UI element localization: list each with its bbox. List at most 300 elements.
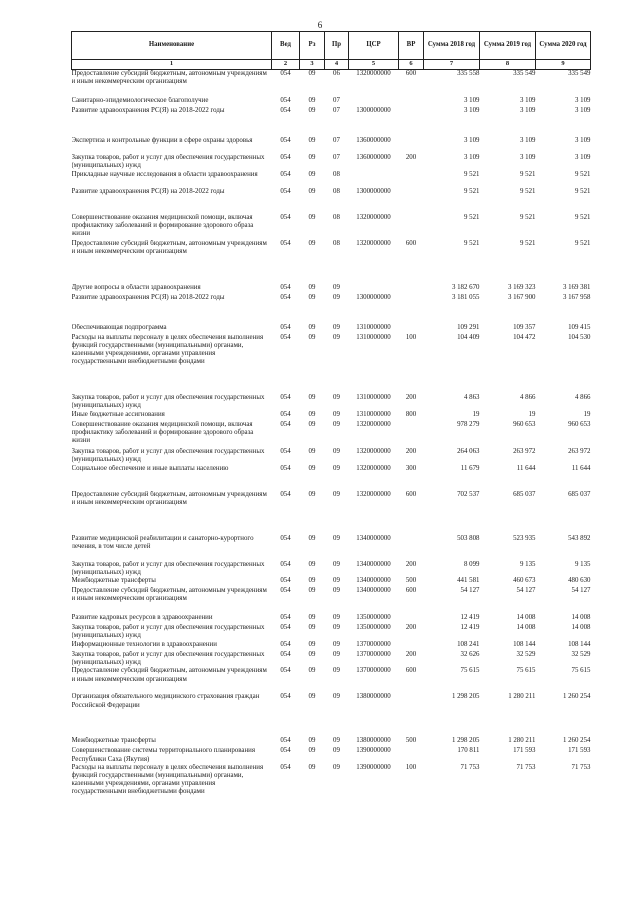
table-row: [72, 577, 591, 587]
column-number: 5: [349, 60, 399, 70]
row-pr: 08: [333, 170, 340, 178]
row-rz: 09: [308, 586, 316, 594]
row-csr: 1320000000: [356, 239, 391, 247]
row-rz: 09: [308, 613, 316, 621]
row-sum-2019: 109 357: [513, 323, 536, 331]
row-vr: [399, 747, 424, 763]
table-row: [72, 107, 591, 137]
row-vr: [399, 693, 424, 737]
row-ved: 054: [280, 293, 291, 301]
row-rz: 09: [308, 70, 316, 77]
row-ved: 054: [280, 650, 291, 658]
row-sum-2019: 9 521: [519, 239, 536, 247]
row-ved: 054: [280, 153, 291, 161]
row-pr: 09: [333, 447, 340, 455]
row-rz: 09: [308, 213, 316, 221]
row-pr: 08: [333, 187, 340, 195]
row-sum-2018: 104 409: [457, 333, 480, 341]
table-row: [72, 747, 591, 763]
table-row: [72, 624, 591, 641]
row-csr: 1360000000: [356, 153, 391, 161]
row-rz: 09: [308, 153, 316, 161]
row-name: Закупка товаров, работ и услуг для обеспечения государственных (муниципальных) нужд: [71, 623, 265, 640]
row-sum-2020: 3 109: [574, 153, 591, 161]
row-vr: 200: [405, 153, 417, 161]
row-csr: 1370000000: [356, 667, 391, 675]
row-pr: 07: [333, 153, 340, 161]
header-csr: ЦСР: [349, 32, 399, 60]
row-ved: 054: [280, 464, 291, 472]
row-sum-2018: 71 753: [460, 763, 480, 771]
row-sum-2020: 9 521: [574, 170, 591, 178]
row-ved: 054: [280, 239, 291, 247]
header-ved: Вед: [272, 32, 300, 60]
row-name: Социальное обеспечение и иные выплаты населению: [71, 464, 229, 472]
row-name: Межбюджетные трансферты: [71, 737, 156, 745]
row-sum-2020: 11 644: [571, 464, 591, 472]
row-ved: 054: [280, 640, 291, 648]
row-csr: 1350000000: [356, 613, 391, 621]
row-rz: 09: [308, 534, 316, 542]
row-ved: 054: [280, 586, 291, 594]
row-sum-2019: 32 529: [516, 650, 536, 658]
row-rz: 09: [308, 640, 316, 648]
row-sum-2018: 9 521: [463, 239, 480, 247]
table-row: [72, 294, 591, 324]
row-rz: 09: [308, 170, 316, 178]
row-csr: [349, 97, 399, 107]
row-rz: 09: [308, 447, 316, 455]
column-number: 3: [300, 60, 325, 70]
row-vr: 500: [405, 737, 417, 745]
row-sum-2020: 3 109: [574, 96, 591, 104]
column-number: 4: [325, 60, 349, 70]
row-sum-2018: 12 419: [460, 623, 480, 631]
row-sum-2019: 523 935: [513, 534, 536, 542]
row-sum-2019: 1 280 211: [508, 737, 536, 745]
row-csr: 1370000000: [356, 650, 391, 658]
budget-table: [71, 31, 591, 814]
row-name: Прикладные научные исследования в области здравоохранения: [71, 170, 258, 178]
row-sum-2020: 263 972: [568, 447, 591, 455]
row-pr: 09: [333, 283, 340, 291]
row-pr: 06: [333, 70, 340, 77]
table-row: [72, 535, 591, 561]
row-sum-2018: 19: [472, 410, 480, 418]
row-sum-2019: 263 972: [513, 447, 536, 455]
row-pr: 07: [333, 136, 340, 144]
row-ved: 054: [280, 136, 291, 144]
row-rz: 09: [308, 693, 316, 701]
table-row: [72, 641, 591, 651]
row-pr: 09: [333, 333, 340, 341]
column-number-row: [72, 60, 591, 70]
row-vr: [399, 171, 424, 188]
row-vr: [399, 294, 424, 324]
row-ved: 054: [280, 747, 291, 755]
row-sum-2018: 335 558: [457, 70, 480, 77]
row-rz: 09: [308, 187, 316, 195]
table-row: [72, 97, 591, 107]
row-csr: 1340000000: [356, 586, 391, 594]
row-rz: 09: [308, 747, 316, 755]
table-row: [72, 214, 591, 240]
row-sum-2020: 1 260 254: [562, 693, 591, 701]
row-csr: 1360000000: [356, 136, 391, 144]
row-name: Информационные технологии в здравоохранении: [71, 640, 217, 648]
row-ved: 054: [280, 490, 291, 498]
row-pr: 09: [333, 393, 340, 401]
row-csr: 1370000000: [356, 640, 391, 648]
row-rz: 09: [308, 490, 316, 498]
row-sum-2020: 4 866: [574, 393, 591, 401]
row-sum-2019: 3 169 323: [507, 283, 536, 291]
row-name: Закупка товаров, работ и услуг для обеспечения государственных (муниципальных) нужд: [71, 650, 265, 667]
row-sum-2020: 960 653: [568, 420, 591, 428]
row-csr: 1390000000: [356, 747, 391, 755]
table-row: [72, 737, 591, 747]
row-sum-2018: 503 808: [457, 534, 480, 542]
row-csr: 1310000000: [356, 333, 391, 341]
row-vr: 200: [405, 560, 417, 568]
row-vr: [399, 188, 424, 214]
row-csr: 1390000000: [356, 763, 391, 771]
table-row: [72, 651, 591, 667]
row-ved: 054: [280, 534, 291, 542]
header-rz: Рз: [300, 32, 325, 60]
row-sum-2020: 54 127: [571, 586, 591, 594]
row-rz: 09: [308, 96, 316, 104]
row-ved: 054: [280, 447, 291, 455]
row-name: Предоставление субсидий бюджетным, автономным учреждениям и иным некоммерческим организациям: [71, 490, 267, 506]
row-sum-2019: 3 109: [519, 153, 536, 161]
column-number: 6: [399, 60, 424, 70]
row-sum-2020: 9 135: [574, 560, 591, 568]
row-rz: 09: [308, 283, 316, 291]
row-sum-2020: 171 593: [568, 747, 591, 755]
row-rz: 09: [308, 650, 316, 658]
row-rz: 09: [308, 410, 316, 418]
row-sum-2019: 19: [528, 410, 536, 418]
row-rz: 09: [308, 667, 316, 675]
page-number: 6: [317, 20, 323, 30]
row-pr: 09: [333, 586, 340, 594]
table-row: [72, 491, 591, 535]
header-name: Наименование: [72, 32, 272, 60]
row-sum-2020: 19: [583, 410, 591, 418]
column-number: 1: [72, 60, 272, 70]
row-sum-2019: 14 008: [516, 623, 536, 631]
row-ved: 054: [280, 170, 291, 178]
row-ved: 054: [280, 393, 291, 401]
row-sum-2020: 9 521: [574, 213, 591, 221]
row-name: Развитие здравоохранения РС(Я) на 2018-2022 годы: [71, 187, 225, 195]
column-number: 8: [480, 60, 536, 70]
table-row: [72, 587, 591, 614]
row-name: Закупка товаров, работ и услуг для обеспечения государственных (муниципальных) нужд: [71, 560, 265, 576]
row-pr: 09: [333, 293, 340, 301]
table-row: [72, 764, 591, 814]
row-sum-2019: 960 653: [513, 420, 536, 428]
row-sum-2020: 14 008: [571, 613, 591, 621]
row-rz: 09: [308, 464, 316, 472]
row-sum-2018: 3 109: [463, 136, 480, 144]
row-sum-2019: 71 753: [516, 763, 536, 771]
row-name: Обеспечивающая подпрограмма: [71, 323, 167, 331]
row-ved: 054: [280, 333, 291, 341]
row-sum-2019: 3 109: [519, 96, 536, 104]
row-name: Закупка товаров, работ и услуг для обеспечения государственных (муниципальных) нужд: [71, 153, 265, 169]
row-sum-2020: 3 167 958: [562, 293, 591, 301]
row-sum-2018: 54 127: [460, 586, 480, 594]
row-sum-2018: 4 863: [463, 393, 480, 401]
row-sum-2020: 109 415: [568, 323, 591, 331]
row-name: Развитие кадровых ресурсов в здравоохранении: [71, 613, 213, 621]
row-vr: 200: [405, 623, 417, 631]
header-sum-2019: Сумма 2019 год: [480, 32, 536, 60]
row-sum-2018: 8 099: [463, 560, 480, 568]
row-name: Закупка товаров, работ и услуг для обеспечения государственных (муниципальных) нужд: [71, 393, 265, 409]
row-sum-2020: 32 529: [571, 650, 591, 658]
row-vr: 200: [405, 393, 417, 401]
row-vr: 600: [405, 70, 417, 77]
row-sum-2019: 3 109: [519, 136, 536, 144]
row-rz: 09: [308, 737, 316, 745]
row-sum-2018: 9 521: [463, 170, 480, 178]
row-ved: 054: [280, 737, 291, 745]
row-pr: 09: [333, 650, 340, 658]
row-sum-2018: 170 811: [457, 747, 480, 755]
row-pr: 09: [333, 490, 340, 498]
row-ved: 054: [280, 560, 291, 568]
row-vr: [399, 421, 424, 448]
row-name: Предоставление субсидий бюджетным, автономным учреждениям и иным некоммерческим организациям: [71, 586, 267, 603]
row-pr: 09: [333, 763, 340, 771]
row-rz: 09: [308, 333, 316, 341]
row-sum-2018: 9 521: [463, 187, 480, 195]
row-rz: 09: [308, 560, 316, 568]
row-vr: [399, 107, 424, 137]
row-sum-2019: 3 109: [519, 106, 536, 114]
row-vr: 100: [405, 763, 417, 771]
row-sum-2018: 441 581: [457, 576, 480, 584]
row-name: Развитие здравоохранения РС(Я) на 2018-2022 годы: [71, 106, 225, 114]
row-sum-2019: 108 144: [513, 640, 536, 648]
row-vr: 500: [405, 576, 417, 584]
row-pr: 09: [333, 667, 340, 675]
row-sum-2018: 3 109: [463, 96, 480, 104]
header-sum-2018: Сумма 2018 год: [424, 32, 480, 60]
row-vr: [399, 284, 424, 294]
row-vr: 600: [405, 490, 417, 498]
row-sum-2020: 108 144: [568, 640, 591, 648]
row-rz: 09: [308, 293, 316, 301]
table-row: [72, 284, 591, 294]
row-rz: 09: [308, 393, 316, 401]
row-vr: 200: [405, 650, 417, 658]
row-sum-2020: 335 549: [568, 70, 591, 77]
row-csr: 1350000000: [356, 623, 391, 631]
row-name: Экспертиза и контрольные функции в сфере охраны здоровья: [71, 136, 253, 144]
row-sum-2019: 14 008: [516, 613, 536, 621]
column-number: 9: [536, 60, 591, 70]
table-row: [72, 137, 591, 154]
row-pr: 09: [333, 737, 340, 745]
row-sum-2020: 9 521: [574, 187, 591, 195]
row-name: Совершенствование системы территориального планирования Республики Саха (Якутия): [71, 747, 256, 763]
row-vr: [399, 137, 424, 154]
row-ved: 054: [280, 283, 291, 291]
row-sum-2019: 9 521: [519, 213, 536, 221]
row-sum-2020: 75 615: [571, 667, 591, 675]
row-csr: 1320000000: [356, 490, 391, 498]
row-csr: [349, 171, 399, 188]
row-ved: 054: [280, 623, 291, 631]
row-sum-2018: 3 181 055: [451, 293, 480, 301]
row-vr: [399, 535, 424, 561]
row-vr: 800: [405, 410, 417, 418]
row-sum-2020: 3 109: [574, 106, 591, 114]
row-rz: 09: [308, 576, 316, 584]
header-pr: Пр: [325, 32, 349, 60]
row-rz: 09: [308, 136, 316, 144]
row-name: Предоставление субсидий бюджетным, автономным учреждениям и иным некоммерческим организациям: [71, 70, 267, 86]
row-sum-2018: 3 182 670: [451, 283, 480, 291]
row-ved: 054: [280, 420, 291, 428]
row-pr: 09: [333, 693, 340, 701]
row-csr: 1320000000: [356, 464, 391, 472]
row-rz: 09: [308, 623, 316, 631]
row-sum-2019: 3 167 900: [507, 293, 536, 301]
row-csr: 1300000000: [356, 293, 391, 301]
row-ved: 054: [280, 96, 291, 104]
row-sum-2019: 9 135: [519, 560, 536, 568]
row-sum-2018: 3 109: [463, 106, 480, 114]
table-row: [72, 70, 591, 97]
row-vr: [399, 214, 424, 240]
row-sum-2018: 3 109: [463, 153, 480, 161]
row-sum-2019: 335 549: [513, 70, 536, 77]
row-pr: 09: [333, 640, 340, 648]
table-row: [72, 667, 591, 693]
table-row: [72, 421, 591, 448]
row-pr: 09: [333, 747, 340, 755]
row-ved: 054: [280, 213, 291, 221]
row-sum-2019: 460 673: [513, 576, 536, 584]
row-name: Расходы на выплаты персоналу в целях обеспечения выполнения функций государственными (муниципальными) органами, казенными учреждениями, органами управления государственными внебюджетными фондами: [71, 763, 264, 796]
row-sum-2018: 12 419: [460, 613, 480, 621]
table-row: [72, 334, 591, 394]
row-sum-2018: 75 615: [460, 667, 480, 675]
row-sum-2018: 1 298 205: [451, 737, 480, 745]
row-sum-2019: 75 615: [516, 667, 536, 675]
row-csr: 1310000000: [356, 393, 391, 401]
row-csr: 1320000000: [356, 420, 391, 428]
row-name: Закупка товаров, работ и услуг для обеспечения государственных (муниципальных) нужд: [71, 447, 265, 463]
row-rz: 09: [308, 763, 316, 771]
row-name: Развитие здравоохранения РС(Я) на 2018-2022 годы: [71, 293, 225, 301]
row-sum-2018: 1 298 205: [451, 693, 480, 701]
row-vr: 600: [405, 667, 417, 675]
row-sum-2019: 4 866: [519, 393, 536, 401]
row-sum-2019: 9 521: [519, 187, 536, 195]
row-ved: 054: [280, 667, 291, 675]
row-sum-2020: 3 169 381: [562, 283, 591, 291]
row-sum-2019: 1 280 211: [508, 693, 536, 701]
row-csr: 1310000000: [356, 410, 391, 418]
row-pr: 09: [333, 623, 340, 631]
row-rz: 09: [308, 323, 316, 331]
row-rz: 09: [308, 106, 316, 114]
table-header: [72, 32, 591, 70]
row-sum-2019: 54 127: [516, 586, 536, 594]
row-pr: 09: [333, 560, 340, 568]
row-vr: [399, 614, 424, 624]
row-csr: 1380000000: [356, 693, 391, 701]
table-row: [72, 154, 591, 171]
table-row: [72, 411, 591, 421]
row-sum-2018: 109 291: [457, 323, 480, 331]
header-vr: ВР: [399, 32, 424, 60]
row-pr: 09: [333, 534, 340, 542]
row-sum-2018: 702 537: [457, 490, 480, 498]
table-row: [72, 614, 591, 624]
table-row: [72, 324, 591, 334]
row-vr: 600: [405, 586, 417, 594]
column-number: 2: [272, 60, 300, 70]
row-name: Развитие медицинской реабилитации и санаторно-курортного лечения, в том числе детей: [71, 534, 254, 550]
row-sum-2019: 104 472: [513, 333, 536, 341]
row-vr: 600: [405, 239, 417, 247]
table-row: [72, 188, 591, 214]
table-row: [72, 394, 591, 411]
row-ved: 054: [280, 576, 291, 584]
row-name: Другие вопросы в области здравоохранения: [71, 283, 201, 291]
row-sum-2020: 1 260 254: [562, 737, 591, 745]
row-sum-2019: 9 521: [519, 170, 536, 178]
row-sum-2018: 108 241: [457, 640, 480, 648]
row-csr: 1340000000: [356, 576, 391, 584]
row-vr: 200: [405, 447, 417, 455]
row-sum-2020: 685 037: [568, 490, 591, 498]
row-sum-2019: 11 644: [516, 464, 536, 472]
row-csr: 1380000000: [356, 737, 391, 745]
row-name: Организация обязательного медицинского страхования граждан Российской Федерации: [71, 693, 260, 709]
row-pr: 08: [333, 239, 340, 247]
row-name: Санитарно-эпидемиологическое благополучие: [71, 96, 209, 104]
row-ved: 054: [280, 70, 291, 77]
row-csr: 1340000000: [356, 534, 391, 542]
table-row: [72, 171, 591, 188]
row-pr: 09: [333, 576, 340, 584]
row-sum-2018: 978 279: [457, 420, 480, 428]
row-pr: 09: [333, 464, 340, 472]
row-rz: 09: [308, 420, 316, 428]
row-sum-2018: 32 626: [460, 650, 480, 658]
table-row: [72, 240, 591, 284]
row-ved: 054: [280, 410, 291, 418]
row-name: Расходы на выплаты персоналу в целях обеспечения выполнения функций государственными (муниципальными) органами, казенными учреждениями, органами управления государственными внебюджетными фондами: [71, 333, 264, 366]
row-csr: 1320000000: [356, 447, 391, 455]
row-vr: 300: [405, 464, 417, 472]
row-name: Межбюджетные трансферты: [71, 576, 156, 584]
row-csr: [349, 284, 399, 294]
row-pr: 09: [333, 410, 340, 418]
row-sum-2019: 685 037: [513, 490, 536, 498]
row-csr: 1300000000: [356, 106, 391, 114]
row-vr: [399, 641, 424, 651]
row-sum-2020: 480 630: [568, 576, 591, 584]
